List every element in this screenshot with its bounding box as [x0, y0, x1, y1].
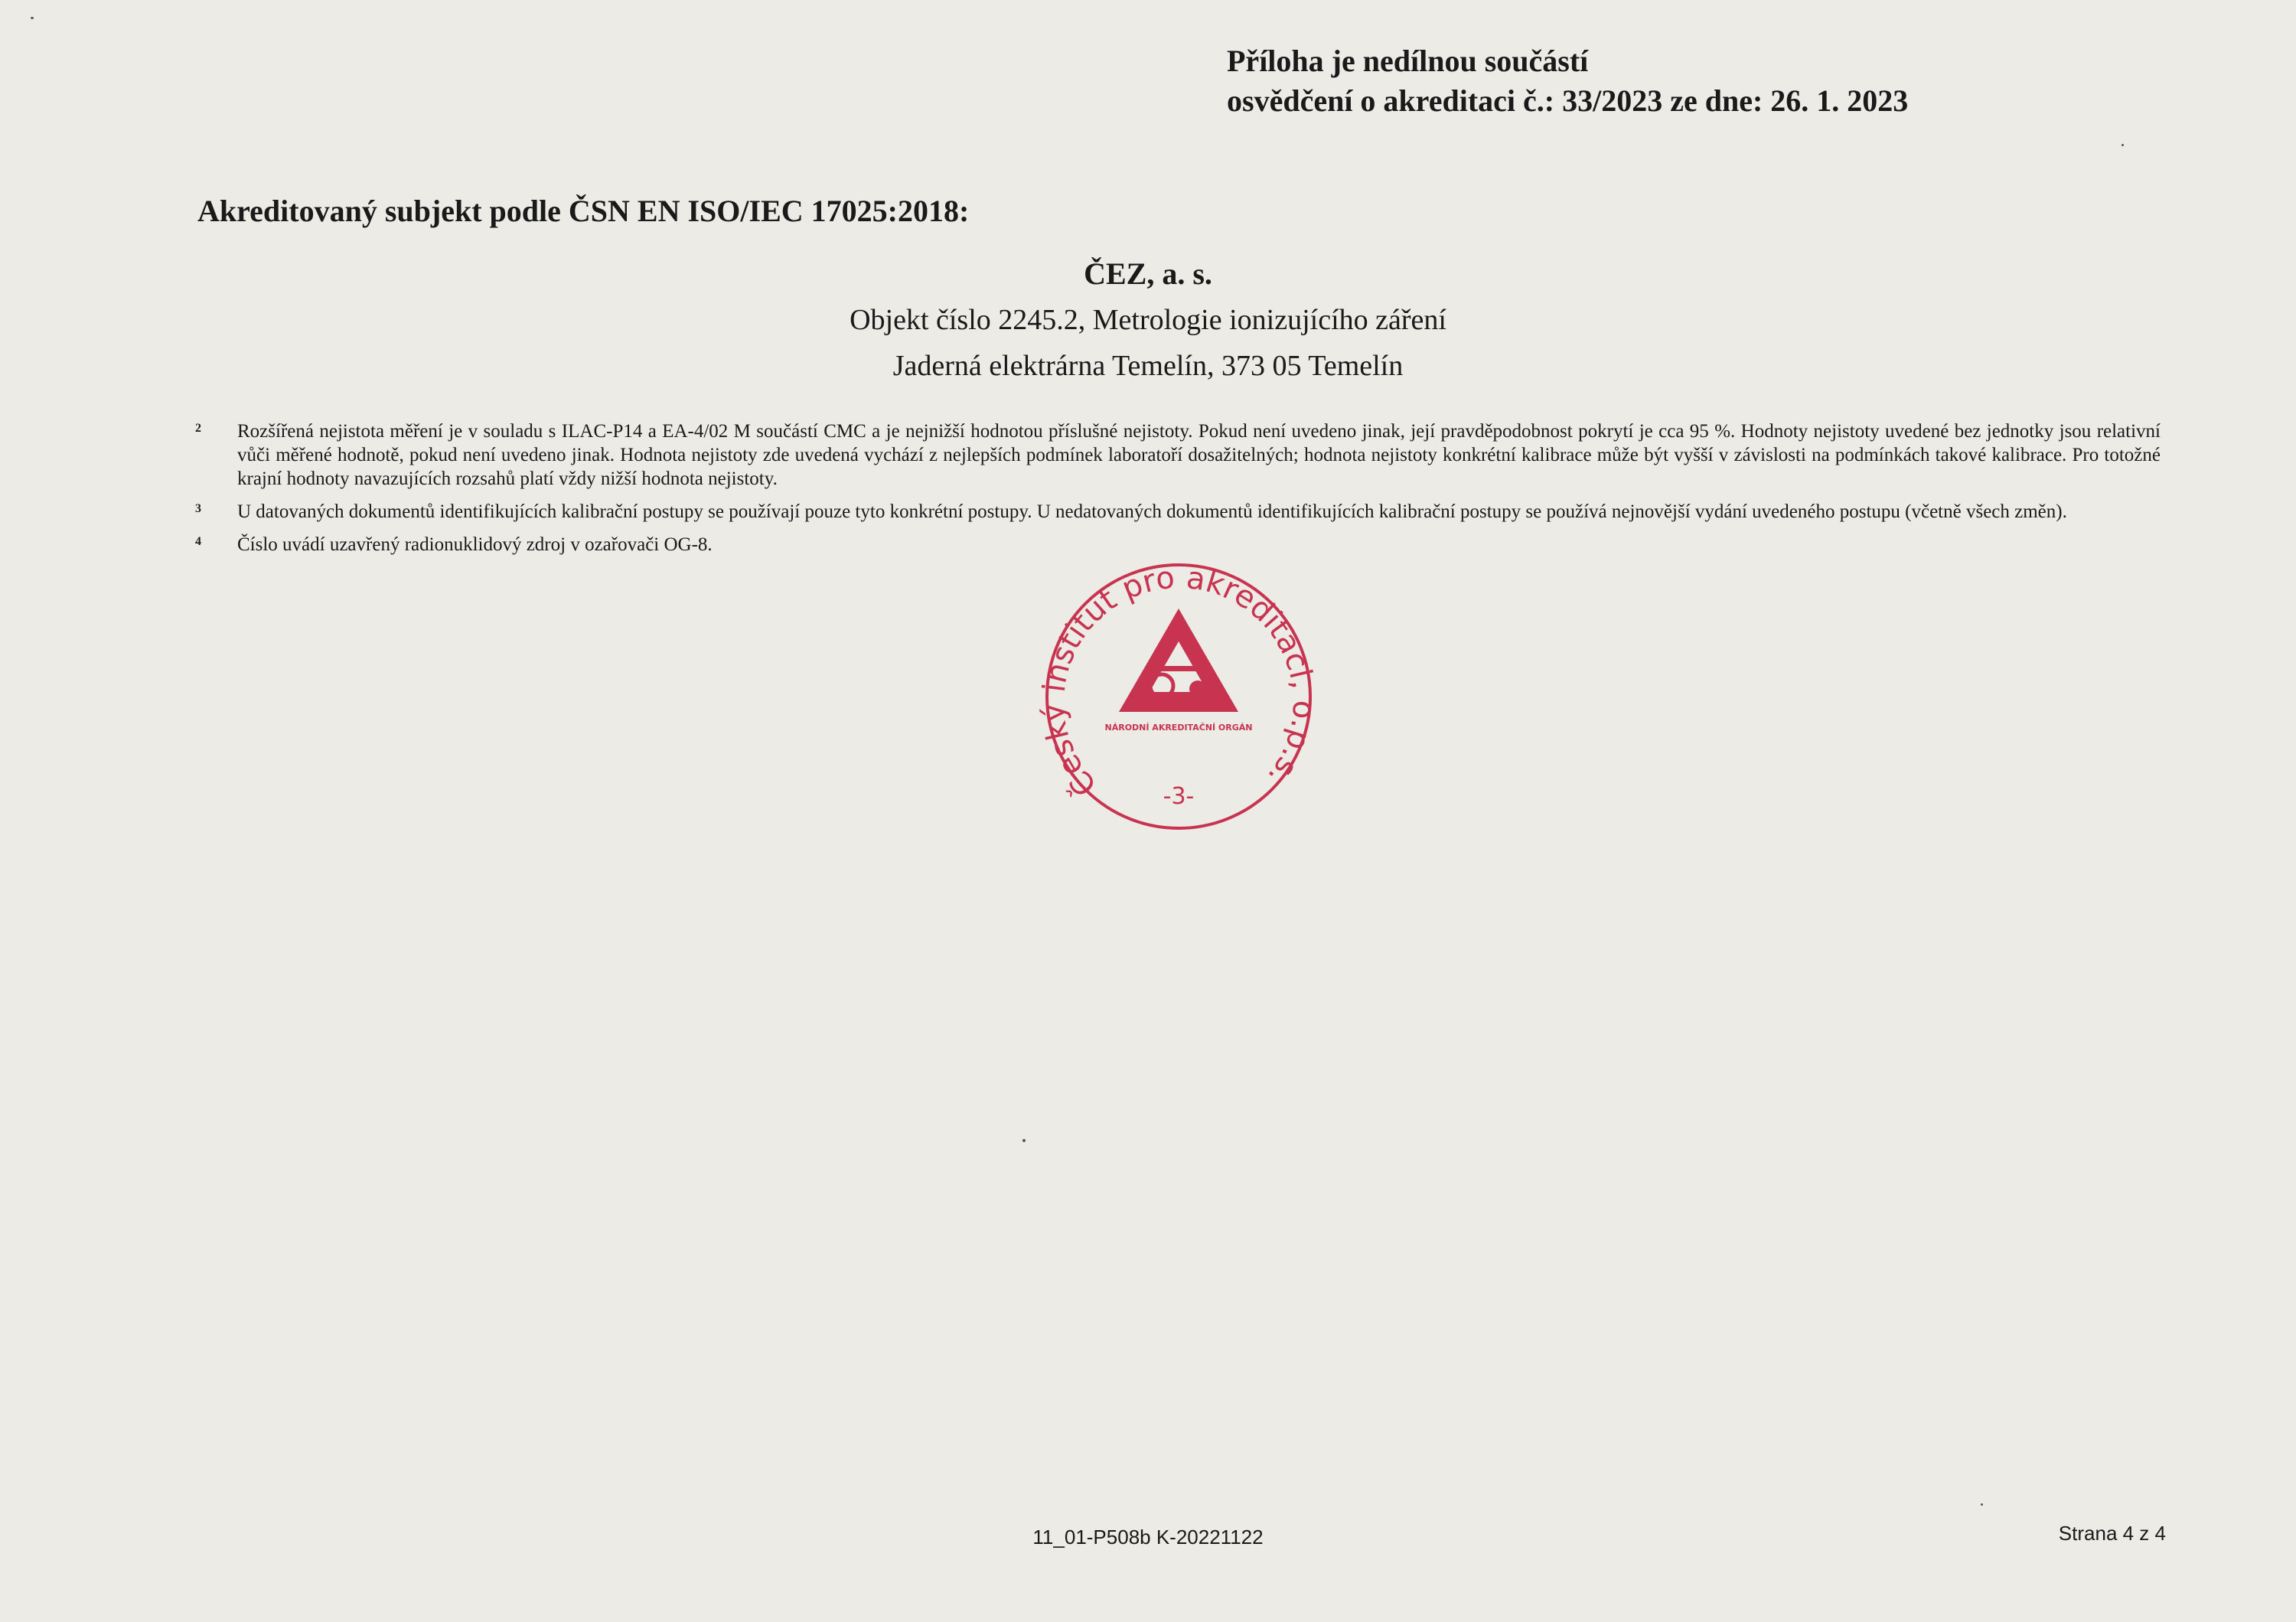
organization-block: [0, 251, 2296, 389]
accreditation-stamp: [1033, 551, 1324, 842]
annex-line-1: Příloha je nedílnou součástí: [1227, 44, 1589, 78]
scan-speck: [31, 17, 34, 19]
stamp-logo: [1119, 609, 1238, 712]
document-code: 11_01-P508b K-20221122: [1032, 1526, 1264, 1549]
footnote-number: 2: [195, 422, 201, 435]
scan-speck: [2122, 144, 2124, 146]
footnote: [195, 500, 2161, 524]
scan-speck: [1022, 1139, 1026, 1142]
organization-name: ČEZ, a. s.: [1084, 256, 1212, 291]
stamp-inner-text: NÁRODNÍ AKREDITAČNÍ ORGÁN: [1104, 723, 1253, 733]
object-line: Objekt číslo 2245.2, Metrologie ionizujícího záření: [850, 304, 1446, 336]
stamp-number: -3-: [1163, 783, 1195, 810]
footnote-text: Rozšířená nejistota měření je v souladu s ILAC-P14 a EA-4/02 M součástí CMC a je nejnižší hodnotou příslušné nejistoty. Pokud není uvedeno jinak, její pravděpodobnost pokrytí je cca 95 %. Hodnoty nejistoty uvedené bez jednotky jsou relativní vůči měřené hodnotě, pokud není uvedeno jinak. Hodnota nejistoty zde uvedená vychází z nejlepších podmínek laboratoří dosažitelných; hodnota nejistoty konkrétní kalibrace může být vyšší v závislosti na podmínkách takové kalibrace. Pro totožné krajní hodnoty navazujících rozsahů platí vždy nižší hodnota nejistoty.: [237, 421, 2161, 489]
footnote-number: 3: [195, 502, 201, 515]
footnote-text: U datovaných dokumentů identifikujících kalibrační postupy se používají pouze tyto konkrétní postupy. U nedatovaných dokumentů identifikujících kalibrační postupy se používá nejnovější vydání uvedeného postupu (včetně všech změn).: [237, 501, 2067, 522]
footnote: [195, 419, 2161, 491]
stamp-ring-text: Český institut pro akreditaci, o.p.s.: [1035, 560, 1322, 803]
annex-note: [1227, 41, 1908, 121]
footnotes: [195, 419, 2161, 566]
footnote-text: Číslo uvádí uzavřený radionuklidový zdroj v ozařovači OG-8.: [237, 534, 713, 555]
scan-speck: [1981, 1503, 1983, 1506]
accredited-subject-title: Akreditovaný subjekt podle ČSN EN ISO/IEC 17025:2018:: [197, 194, 970, 228]
page-number: Strana 4 z 4: [2058, 1522, 2166, 1545]
annex-line-2: osvědčení o akreditaci č.: 33/2023 ze dne: 26. 1. 2023: [1227, 83, 1909, 118]
footnote-number: 4: [195, 535, 201, 548]
address-line: Jaderná elektrárna Temelín, 373 05 Temelín: [892, 350, 1404, 382]
